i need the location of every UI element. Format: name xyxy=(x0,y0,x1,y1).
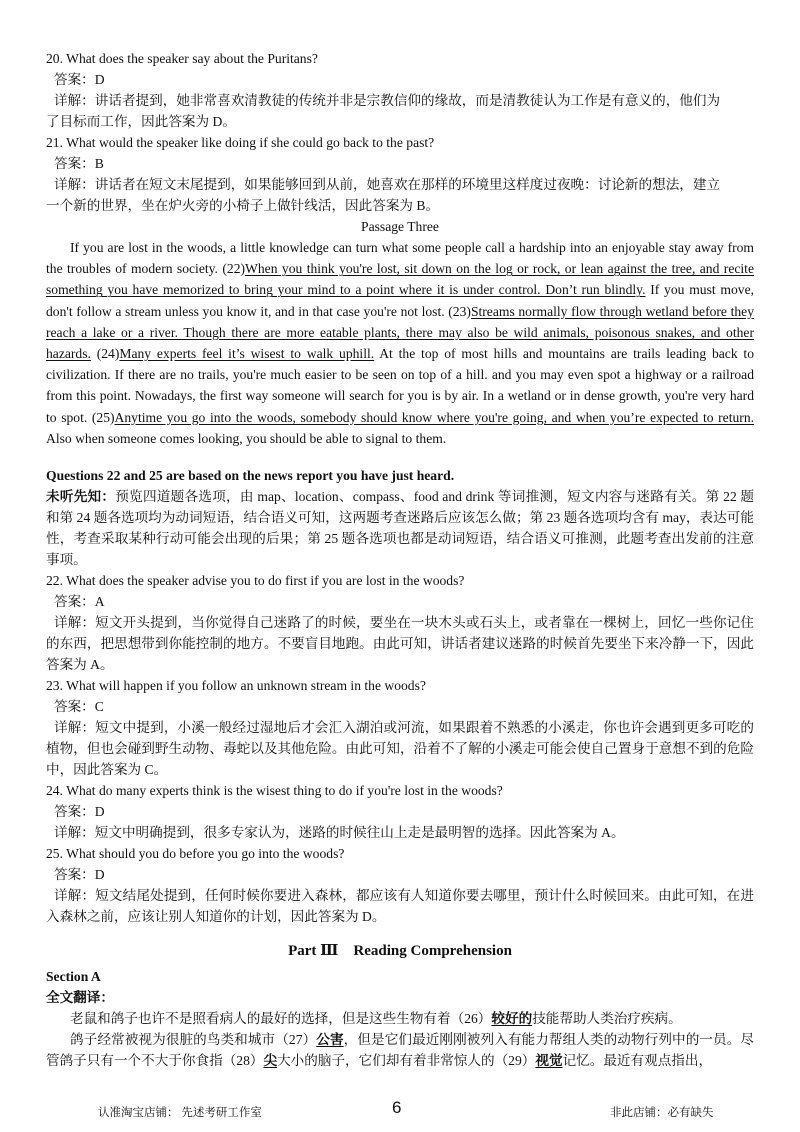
q22-answer: 答案：A xyxy=(54,594,105,610)
translation-text: 老鼠和鸽子也许不是照看病人的最好的选择，但是这些生物有着（26） xyxy=(70,1011,492,1027)
underline-22: When you think you're lost, sit down on the log or rock, or lean against the tree, and recite something you have memorized to bring your mind to a point where it is under control. Don’t run blindly. xyxy=(46,261,754,298)
q24-detail: 详解：短文中明确提到，很多专家认为，迷路的时候往山上走是最明智的选择。因此答案为 A。 xyxy=(54,825,625,841)
q21-detail-line2: 一个新的世界，坐在炉火旁的小椅子上做针线活，因此答案为 B。 xyxy=(46,198,440,213)
q21-answer: 答案：B xyxy=(54,156,104,171)
q24-question: 24. What do many experts think is the wisest thing to do if you're lost in the woods? xyxy=(46,783,503,799)
underline-25: Anytime you go into the woods, somebody should know where you're going, and when you’re expected to return. xyxy=(114,409,755,425)
q22-question: 22. What does the speaker advise you to do first if you are lost in the woods? xyxy=(46,573,465,589)
q24-answer: 答案：D xyxy=(54,804,105,820)
passage-text-3: (24) xyxy=(90,346,120,362)
q20-detail-line1: 详解：讲话者提到，她非常喜欢清教徒的传统并非是宗教信仰的缘故，而是清教徒认为工作是有意义的，他们为 xyxy=(54,93,721,108)
q20-detail-line2: 了目标而工作，因此答案为 D。 xyxy=(46,114,236,129)
translation-paragraph-2 xyxy=(46,1029,754,1071)
preview-text: 预览四道题各选项，由 map、location、compass、food and drink 等词推测，短文内容与迷路有关。第 22 题和第 24 题各选项均为动词短语，结合语义可知，这两题考查迷路后应该怎么做；第 23 题各选项均含有 may，表达可能性，考查采取某种行动可能会出现的后果；第 25 题各选项也都是动词短语，结合语义可推测，此题考查出发前的注意事项。 xyxy=(46,489,754,568)
passage-text-5: Also when someone comes looking, you should be able to signal to them. xyxy=(46,430,447,446)
q21-detail-line1: 详解：讲话者在短文末尾提到，如果能够回到从前，她喜欢在那样的环境里这样度过夜晚：讨论新的想法，建立 xyxy=(54,177,721,192)
part-number: Part Ⅲ xyxy=(288,943,339,960)
q23-answer: 答案：C xyxy=(54,699,104,715)
translation-text: 大小的脑子，它们却有着非常惊人的（29） xyxy=(277,1053,536,1069)
part-name: Reading Comprehension xyxy=(353,943,512,960)
answer-29: 视觉 xyxy=(535,1053,563,1069)
translation-text: ，但是它们最近刚刚被列入有能力帮组人类的动物行列中的一员。尽管鸽子只有一个不大于你食指（28） xyxy=(46,1032,755,1069)
section-a-heading: Section A xyxy=(46,969,101,985)
q25-answer: 答案：D xyxy=(54,867,105,883)
underline-23: Streams normally flow through wetland before they reach a lake or a river. Though there are more eatable plants, there may also be wild animals, poisonous snakes, and other hazards. xyxy=(46,303,754,362)
footer-right-text: 非此店铺：必有缺失 xyxy=(610,1107,714,1119)
passage-text-1: If you are lost in the woods, a little knowledge can turn what some people call a hardship into an enjoyable stay away from the troubles of modern society. (22) xyxy=(46,240,754,277)
q25-detail: 详解：短文结尾处提到，任何时候你要进入森林，都应该有人知道你要去哪里，预计什么时候回来。由此可知，在进入森林之前，应该让别人知道你的计划，因此答案为 D。 xyxy=(46,888,754,925)
q20-answer: 答案：D xyxy=(54,72,105,87)
answer-28: 尖 xyxy=(263,1053,278,1069)
q25-question: 25. What should you do before you go into the woods? xyxy=(46,846,345,862)
q23-detail: 详解：短文中提到，小溪一般经过湿地后才会汇入湖泊或河流，如果跟着不熟悉的小溪走，你也许会遇到更多可吃的植物，但也会碰到野生动物、毒蛇以及其他危险。由此可知，沿着不了解的小溪走可能会使自己置身于意想不到的危险中，因此答案为 C。 xyxy=(46,720,754,778)
answer-27: 公害 xyxy=(316,1032,344,1048)
section-heading: Questions 22 and 25 are based on the news report you have just heard. xyxy=(46,468,455,484)
page-number: 6 xyxy=(392,1098,402,1117)
passage-text-4: At the top of most hills and mountains are trails leading back to civilization. If there are no trails, you're much easier to be seen on top of a hill. and you may even spot a highway or a railroad from this point. Nowadays, the first way someone will search for you is by air. In a wetland or in dense growth, you're very hard to spot. (25) xyxy=(46,346,755,425)
passage-body xyxy=(46,237,754,449)
passage-title: Passage Three xyxy=(361,219,439,234)
q20-question: 20. What does the speaker say about the Puritans? xyxy=(46,51,318,66)
translation-text: 记忆。最近有观点指出， xyxy=(562,1053,713,1069)
page-footer xyxy=(0,1098,800,1122)
answer-26: 较好的 xyxy=(491,1011,533,1027)
translation-label: 全文翻译： xyxy=(46,990,114,1006)
preview-paragraph xyxy=(46,486,754,570)
footer-left-text: 认准淘宝店铺： 先述考研工作室 xyxy=(98,1107,262,1119)
q23-question: 23. What will happen if you follow an unknown stream in the woods? xyxy=(46,678,426,694)
document-page xyxy=(46,48,754,1071)
translation-text: 鸽子经常被视为很脏的鸟类和城市（27） xyxy=(70,1032,317,1048)
passage-text-2: If you must move, don't follow a stream unless you know it, and in that case you're not lost. (23) xyxy=(46,282,754,319)
translation-paragraph-1 xyxy=(46,1008,754,1029)
q21-question: 21. What would the speaker like doing if she could go back to the past? xyxy=(46,135,435,150)
translation-text: 技能帮助人类治疗疾病。 xyxy=(532,1011,682,1027)
underline-24: Many experts feel it’s wisest to walk uphill. xyxy=(119,346,375,362)
part-heading xyxy=(46,941,754,962)
preview-label: 未听先知： xyxy=(46,489,116,505)
q22-detail: 详解：短文开头提到，当你觉得自己迷路了的时候，要坐在一块木头或石头上，或者靠在一棵树上，回忆一些你记住的东西，把思想带到你能控制的地方。不要盲目地跑。由此可知，讲话者建议迷路的时候首先要坐下来冷静一下，因此答案为 A。 xyxy=(46,615,754,673)
